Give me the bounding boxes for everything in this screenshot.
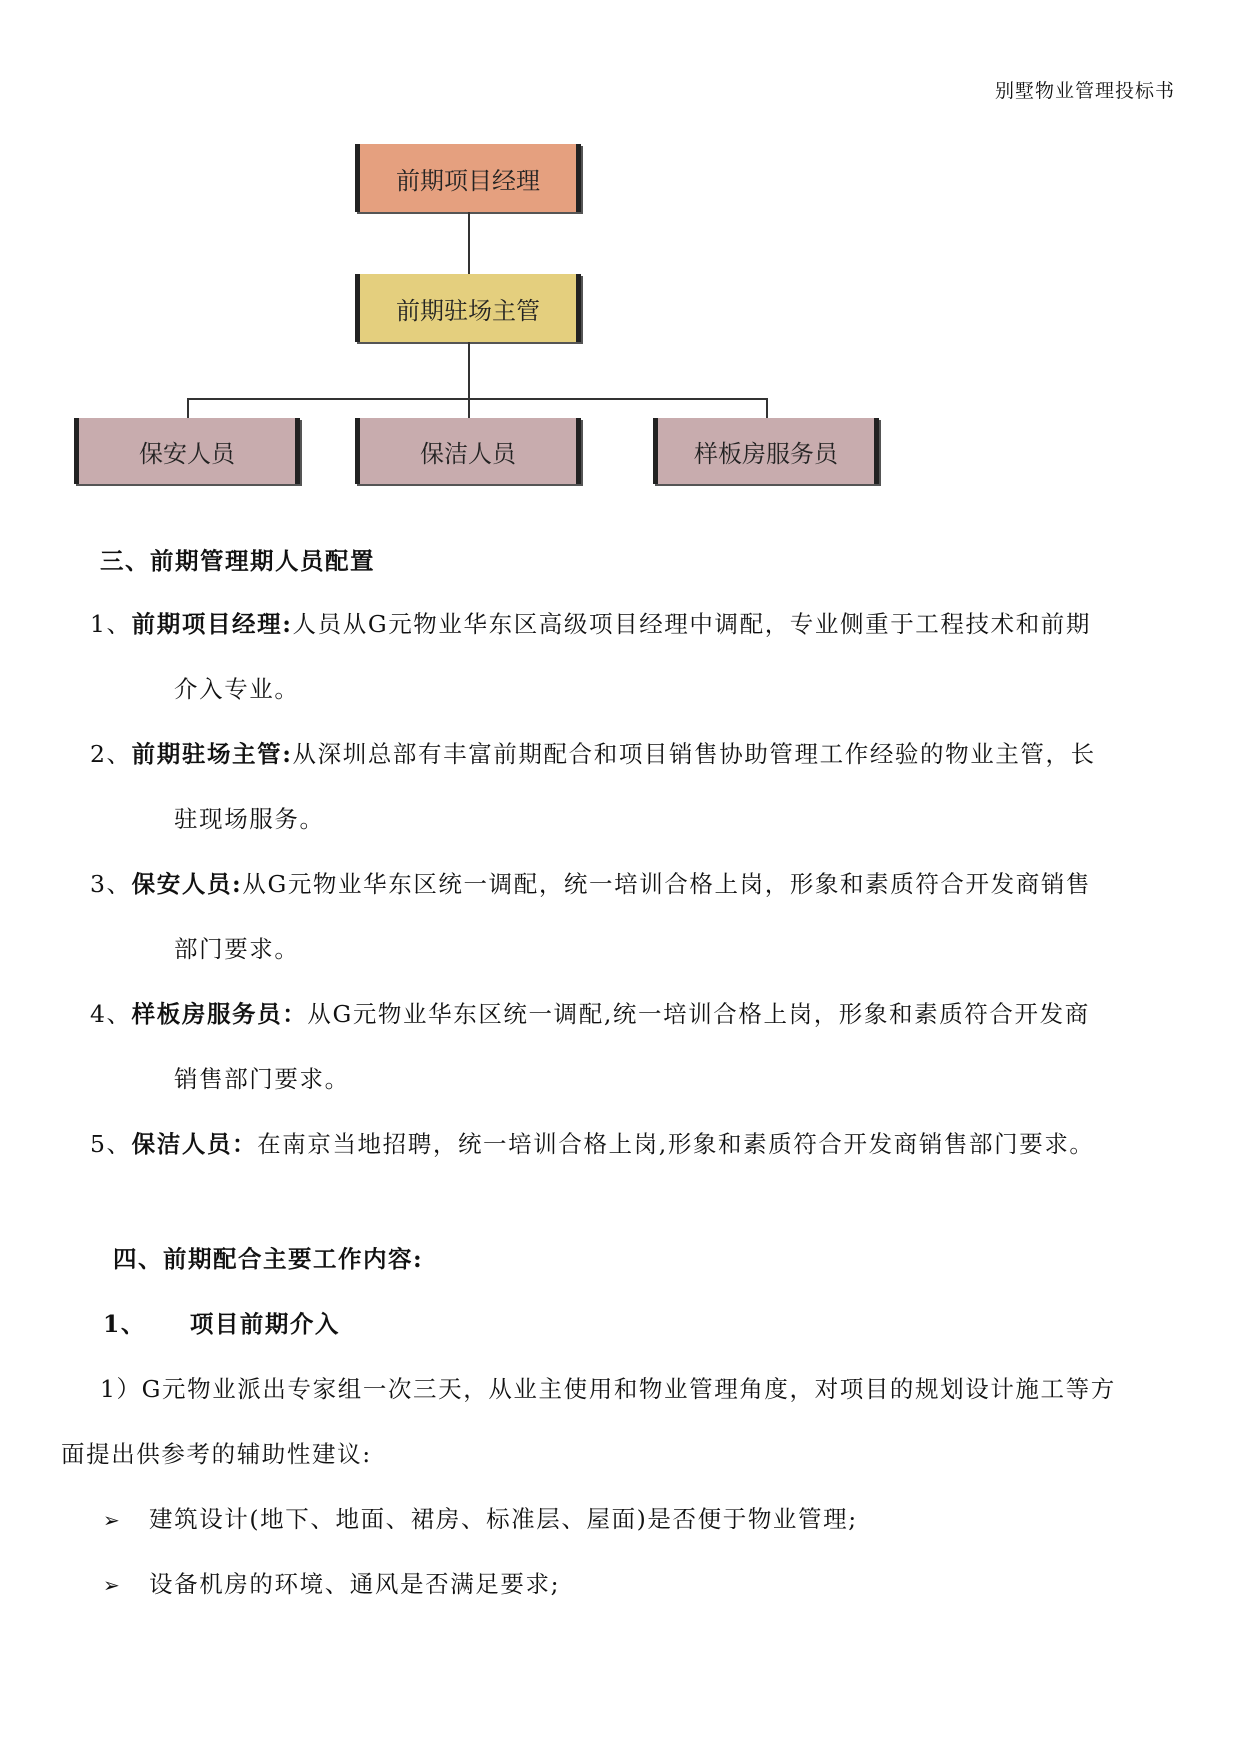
section4-paragraph-1: 1）G元物业派出专家组一次三天，从业主使用和物业管理角度，对项目的规划设计施工等方	[100, 1375, 1116, 1403]
section3-item-4	[90, 995, 1090, 1029]
connector-line	[468, 212, 470, 274]
org-node-project-manager: 前期项目经理	[355, 144, 581, 212]
document-header: 别墅物业管理投标书	[994, 80, 1175, 102]
org-node-security-staff: 保安人员	[74, 418, 300, 484]
bullet-item	[103, 1500, 858, 1534]
bullet-item	[103, 1565, 560, 1599]
item-number: 3、	[90, 870, 132, 898]
bullet-text: 设备机房的环境、通风是否满足要求;	[149, 1570, 561, 1598]
section3-item-2-cont: 驻现场服务。	[174, 805, 325, 833]
section3-item-2	[90, 735, 1096, 769]
item-text: 从深圳总部有丰富前期配合和项目销售协助管理工作经验的物业主管，长	[292, 740, 1096, 768]
subsection-1-title	[103, 1305, 340, 1339]
item-label: 前期项目经理:	[131, 610, 293, 638]
item-text: 从G元物业华东区统一调配，统一培训合格上岗，形象和素质符合开发商销售	[242, 870, 1092, 898]
connector-line	[766, 398, 768, 418]
org-node-cleaning-staff: 保洁人员	[355, 418, 581, 484]
item-text: 人员从G元物业华东区高级项目经理中调配，专业侧重于工程技术和前期	[292, 610, 1092, 638]
item-number: 5、	[90, 1130, 132, 1158]
section3-item-1-cont: 介入专业。	[174, 675, 300, 703]
connector-line	[468, 342, 470, 418]
section3-item-5	[90, 1125, 1095, 1159]
section4-paragraph-1-cont: 面提出供参考的辅助性建议:	[61, 1440, 372, 1468]
section3-item-1	[90, 605, 1091, 639]
arrow-bullet-icon: ➢	[103, 1508, 122, 1532]
item-label: 保洁人员：	[131, 1130, 258, 1158]
org-node-site-supervisor: 前期驻场主管	[355, 274, 581, 342]
item-number: 1、	[90, 610, 132, 638]
connector-line	[187, 398, 189, 418]
item-number: 2、	[90, 740, 132, 768]
org-node-showroom-attendant: 样板房服务员	[653, 418, 879, 484]
section-3-title: 三、前期管理期人员配置	[100, 547, 375, 575]
arrow-bullet-icon: ➢	[103, 1573, 122, 1597]
item-number: 4、	[90, 1000, 132, 1028]
connector-line	[187, 398, 767, 400]
item-label: 保安人员:	[131, 870, 243, 898]
section3-item-3-cont: 部门要求。	[174, 935, 300, 963]
section3-item-4-cont: 销售部门要求。	[174, 1065, 350, 1093]
section3-item-3	[90, 865, 1091, 899]
section-4-title: 四、前期配合主要工作内容:	[113, 1245, 424, 1273]
item-text: 从G元物业华东区统一调配,统一培训合格上岗，形象和素质符合开发商	[307, 1000, 1090, 1028]
item-label: 前期驻场主管:	[131, 740, 293, 768]
subsection-number: 1、	[103, 1310, 146, 1338]
subsection-label: 项目前期介入	[189, 1310, 340, 1338]
bullet-text: 建筑设计(地下、地面、裙房、标准层、屋面)是否便于物业管理;	[149, 1505, 858, 1533]
item-label: 样板房服务员：	[131, 1000, 308, 1028]
item-text: 在南京当地招聘，统一培训合格上岗,形象和素质符合开发商销售部门要求。	[257, 1130, 1095, 1158]
